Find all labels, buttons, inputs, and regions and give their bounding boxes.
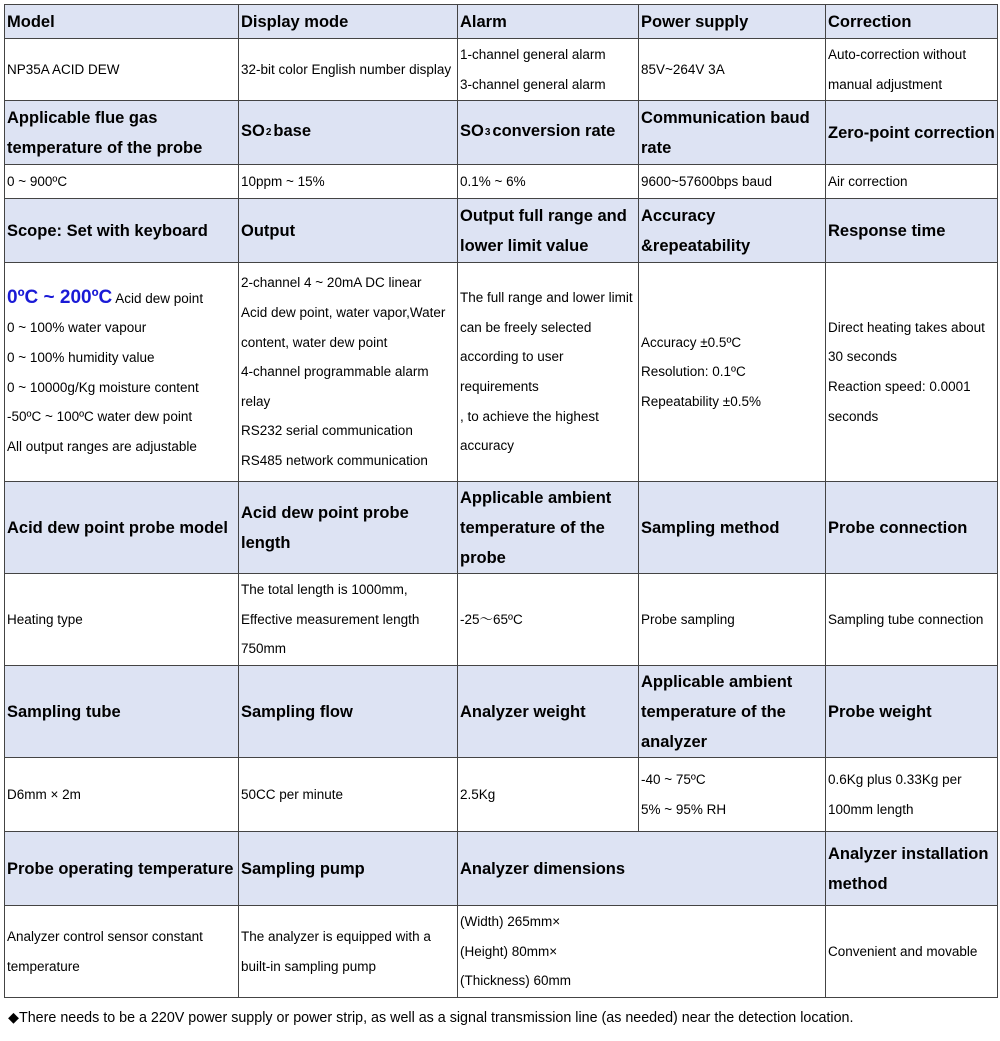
scope-first-suffix: Acid dew point xyxy=(115,290,204,306)
cell-line: 4-channel programmable alarm relay xyxy=(241,364,429,409)
header-row xyxy=(5,666,998,758)
value-output-range xyxy=(458,263,639,482)
value-probe-length xyxy=(239,574,458,666)
header-sampling-tube: Sampling tube xyxy=(5,666,239,758)
cell-line: (Width) 265mm× xyxy=(460,914,561,930)
cell-line: -40 ~ 75ºC xyxy=(641,771,706,787)
value-output xyxy=(239,263,458,482)
value-row xyxy=(5,39,998,101)
so3-suffix: conversion rate xyxy=(492,122,616,140)
header-probe-weight: Probe weight xyxy=(826,666,998,758)
value-baud-rate: 9600~57600bps baud xyxy=(639,165,826,199)
value-probe-model: Heating type xyxy=(5,574,239,666)
header-accuracy: Accuracy &repeatability xyxy=(639,199,826,263)
header-row xyxy=(5,5,998,39)
header-row xyxy=(5,101,998,165)
cell-line: The analyzer is equipped with a built-in sampling pump xyxy=(241,928,431,974)
header-sampling-method: Sampling method xyxy=(639,482,826,574)
cell-line: Accuracy ±0.5ºC xyxy=(641,334,742,350)
cell-line: 1-channel general alarm xyxy=(460,46,606,62)
value-analyzer-ambient-temperature xyxy=(639,758,826,832)
cell-line: 32-bit color English number display xyxy=(241,61,452,77)
value-response-time xyxy=(826,263,998,482)
cell-line: 0 ~ 100% humidity value xyxy=(7,349,155,365)
header-so2-base xyxy=(239,101,458,165)
so2-suffix: base xyxy=(273,122,312,140)
so3-subscript: 3 xyxy=(484,127,491,138)
value-row xyxy=(5,906,998,998)
cell-line: Direct heating takes about 30 seconds xyxy=(828,319,985,365)
header-probe-connection: Probe connection xyxy=(826,482,998,574)
cell-line: RS485 network communication xyxy=(241,452,428,468)
header-output: Output xyxy=(239,199,458,263)
header-response-time: Response time xyxy=(826,199,998,263)
header-analyzer-ambient-temperature: Applicable ambient temperature of the analyzer xyxy=(639,666,826,758)
value-sampling-pump xyxy=(239,906,458,998)
cell-line: 3-channel general alarm xyxy=(460,76,606,92)
cell-line: 0.6Kg plus 0.33Kg per 100mm length xyxy=(828,771,962,817)
header-zero-point-correction: Zero-point correction xyxy=(826,101,998,165)
header-communication-baud-rate: Communication baud rate xyxy=(639,101,826,165)
value-correction xyxy=(826,39,998,101)
value-row xyxy=(5,758,998,832)
header-analyzer-dimensions: Analyzer dimensions xyxy=(458,832,826,906)
header-alarm: Alarm xyxy=(458,5,639,39)
header-power-supply: Power supply xyxy=(639,5,826,39)
cell-line: 0 ~ 100% water vapour xyxy=(7,320,147,336)
scope-first-line xyxy=(7,283,236,314)
header-model: Model xyxy=(5,5,239,39)
cell-line: NP35A ACID DEW xyxy=(7,61,120,77)
cell-line: Auto-correction without manual adjustment xyxy=(828,46,967,92)
header-probe-ambient-temperature: Applicable ambient temperature of the probe xyxy=(458,482,639,574)
cell-line: (Height) 80mm× xyxy=(460,943,558,959)
value-zero-point-correction: Air correction xyxy=(826,165,998,199)
value-so2-base: 10ppm ~ 15% xyxy=(239,165,458,199)
cell-line: Repeatability ±0.5% xyxy=(641,393,761,409)
so2-prefix: SO xyxy=(241,122,265,140)
value-sampling-tube: D6mm × 2m xyxy=(5,758,239,832)
cell-line: , to achieve the highest accuracy xyxy=(460,408,599,454)
cell-line: 0 ~ 10000g/Kg moisture content xyxy=(7,379,199,395)
cell-line: Reaction speed: 0.0001 seconds xyxy=(828,379,971,424)
header-scope: Scope: Set with keyboard xyxy=(5,199,239,263)
value-row xyxy=(5,165,998,199)
cell-line: 5% ~ 95% RH xyxy=(641,801,727,817)
value-sampling-method: Probe sampling xyxy=(639,574,826,666)
cell-line: The full range and lower limit can be freely selected according to user requirements xyxy=(460,290,633,394)
header-flue-gas-temperature: Applicable flue gas temperature of the probe xyxy=(5,101,239,165)
value-model xyxy=(5,39,239,101)
header-so3-conversion-rate xyxy=(458,101,639,165)
cell-line: 2-channel 4 ~ 20mA DC linear xyxy=(241,275,422,291)
value-probe-operating-temperature xyxy=(5,906,239,998)
footnote: ◆There needs to be a 220V power supply or power strip, as well as a signal transmission line (as needed) near the detection location. xyxy=(8,1010,854,1026)
value-sampling-flow: 50CC per minute xyxy=(239,758,458,832)
value-row xyxy=(5,574,998,666)
cell-line: -50ºC ~ 100ºC water dew point xyxy=(7,409,193,425)
cell-line: RS232 serial communication xyxy=(241,423,413,439)
scope-highlight-range: 0ºC ~ 200ºC xyxy=(7,286,113,308)
header-sampling-flow: Sampling flow xyxy=(239,666,458,758)
header-probe-length: Acid dew point probe length xyxy=(239,482,458,574)
value-analyzer-weight: 2.5Kg xyxy=(458,758,639,832)
header-output-range: Output full range and lower limit value xyxy=(458,199,639,263)
so2-subscript: 2 xyxy=(265,127,272,138)
value-accuracy xyxy=(639,263,826,482)
value-flue-gas-temperature: 0 ~ 900ºC xyxy=(5,165,239,199)
cell-line: Analyzer control sensor constant temperature xyxy=(7,928,203,974)
header-display-mode: Display mode xyxy=(239,5,458,39)
header-probe-operating-temperature: Probe operating temperature xyxy=(5,832,239,906)
value-power-supply xyxy=(639,39,826,101)
cell-line: (Thickness) 60mm xyxy=(460,973,572,989)
header-probe-model: Acid dew point probe model xyxy=(5,482,239,574)
value-installation-method: Convenient and movable xyxy=(826,906,998,998)
value-scope xyxy=(5,263,239,482)
header-row xyxy=(5,199,998,263)
cell-line: Effective measurement length 750mm xyxy=(241,611,420,657)
value-so3-conversion-rate: 0.1% ~ 6% xyxy=(458,165,639,199)
value-row xyxy=(5,263,998,482)
value-probe-ambient-temperature: -25～65ºC xyxy=(458,574,639,666)
cell-line: Acid dew point, water vapor,Water content, water dew point xyxy=(241,305,446,350)
cell-line: 85V~264V 3A xyxy=(641,61,725,77)
cell-line: The total length is 1000mm, xyxy=(241,582,408,598)
header-row xyxy=(5,832,998,906)
value-probe-connection: Sampling tube connection xyxy=(826,574,998,666)
header-analyzer-weight: Analyzer weight xyxy=(458,666,639,758)
header-row xyxy=(5,482,998,574)
header-installation-method: Analyzer installation method xyxy=(826,832,998,906)
cell-line: All output ranges are adjustable xyxy=(7,438,197,454)
value-alarm xyxy=(458,39,639,101)
value-display-mode xyxy=(239,39,458,101)
cell-line: Resolution: 0.1ºC xyxy=(641,364,746,380)
header-correction: Correction xyxy=(826,5,998,39)
specification-table xyxy=(4,4,998,998)
so3-prefix: SO xyxy=(460,122,484,140)
value-analyzer-dimensions xyxy=(458,906,826,998)
header-sampling-pump: Sampling pump xyxy=(239,832,458,906)
value-probe-weight xyxy=(826,758,998,832)
